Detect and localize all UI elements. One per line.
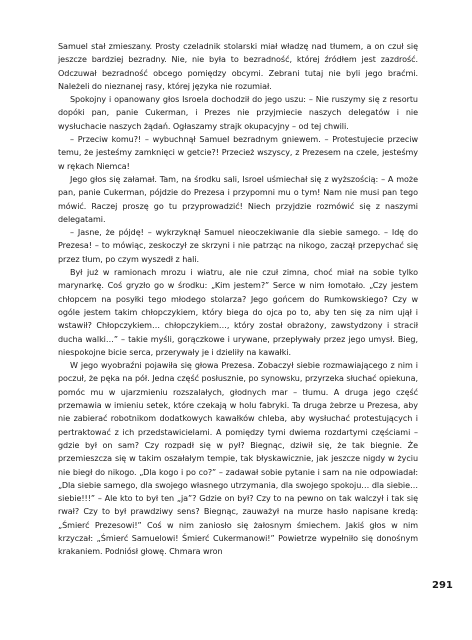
paragraph-4: Jego głos się załamał. Tam, na środku sali, Isroel uśmiechał się z wyższością: – A może pan, panie Cukerman, pójdzie do Prezesa i przypomni mu o tym! Nam nie musi pan tego mówić. Raczej proszę go tu przyprowadzić! Niech przyjdzie rozmówić się z naszymi delegatami. (58, 174, 418, 224)
body-text (58, 40, 418, 559)
paragraph-3: – Przeciw komu?! – wybuchnął Samuel bezradnym gniewem. – Protestujecie przeciw temu, że jesteśmy zamknięci w getcie?! Przecież wszyscy, z Prezesem na czele, jesteśmy w rękach Niemca! (58, 135, 418, 171)
paragraph-6: Był już w ramionach mrozu i wiatru, ale nie czuł zimna, choć miał na sobie tylko marynarkę. Coś gryzło go w środku: „Kim jestem?” Serce w nim łomotało. „Czy jestem chłopcem na posyłki tego młodego stolarza? Jego gońcem do Rumkowskiego? Czy w ogóle jestem takim chłopczykiem, który biega do ojca po to, aby ten się za nim ujął i wstawił? Chłopczykiem… chłopczykiem…, który został obrażony, zawstydzony i stracił ducha walki…” – takie myśli, gorączkowe i urywane, przepływały przez jego umysł. Bieg, niespokojne bicie serca, przerywały je i dzieliły na kawałki. (58, 268, 418, 357)
page-number: 291 (432, 580, 453, 591)
paragraph-1: Samuel stał zmieszany. Prosty czeladnik stolarski miał władzę nad tłumem, a on czuł się jeszcze bardziej bezradny. Nie, nie była to bezradność, której źródłem jest zazdrość. Odczuwał bezradność obcego pomiędzy obcymi. Zebrani tutaj nie byli jego braćmi. Należeli do nieznanej rasy, której języka nie rozumiał. (58, 42, 418, 91)
paragraph-7: W jego wyobraźni pojawiła się głowa Prezesa. Zobaczył siebie rozmawiającego z nim i poczuł, że pęka na pół. Jedna część posłusznie, po synowsku, przyrzeka słuchać opiekuna, pomóc mu w ujarzmieniu rozszalałych, głodnych mar – tłumu. A druga jego część przemawia w imieniu setek, które czekają w holu fabryki. Ta druga żebrze u Prezesa, aby nie zabierać robotnikom dodatkowych kawałków chleba, aby wysłuchać protestujących i pertraktować z ich przedstawicielami. A pomiędzy tymi dwiema rozdartymi częściami – gdzie był on sam? Czy rozpadł się w pył? Biegnąc, dziwił się, że tak biegnie. Że przemieszcza się w takim oszałałym tempie, tak błyskawicznie, jak jeszcze nigdy w życiu nie biegł do nikogo. „Dla kogo i po co?” – zadawał sobie pytanie i sam na nie odpowiadał: „Dla siebie samego, dla swojego własnego utrzymania, dla swojego spokoju… dla siebie… siebie!!!” – Ale kto to był ten „ja”? Gdzie on był? Czy to na pewno on tak walczył i tak się rwał? Czy to był prawdziwy sens? Biegnąc, zauważył na murze hasło napisane kredą: „Śmierć Prezesowi!” Coś w nim zaniosło się żałosnym śmiechem. Jakiś głos w nim krzyczał: „Śmierć Samuelowi! Śmierć Cukermanowi!” Powietrze wypełniło się donośnym krakaniem. Podniósł głowę. Chmara wron (58, 361, 418, 557)
paragraph-2: Spokojny i opanowany głos Isroela dochodził do jego uszu: – Nie ruszymy się z resortu dopóki pan, panie Cukerman, i Prezes nie przyjmiecie naszych delegatów i nie wysłuchacie naszych żądań. Ogłaszamy strajk okupacyjny – od tej chwili. (58, 95, 418, 131)
paragraph-5: – Jasne, że pójdę! – wykrzyknął Samuel nieoczekiwanie dla siebie samego. – Idę do Prezesa! – to mówiąc, zeskoczył ze skrzyni i nie patrząc na nikogo, zaczął przepychać się przez tłum, po czym wyszedł z hali. (58, 228, 418, 264)
